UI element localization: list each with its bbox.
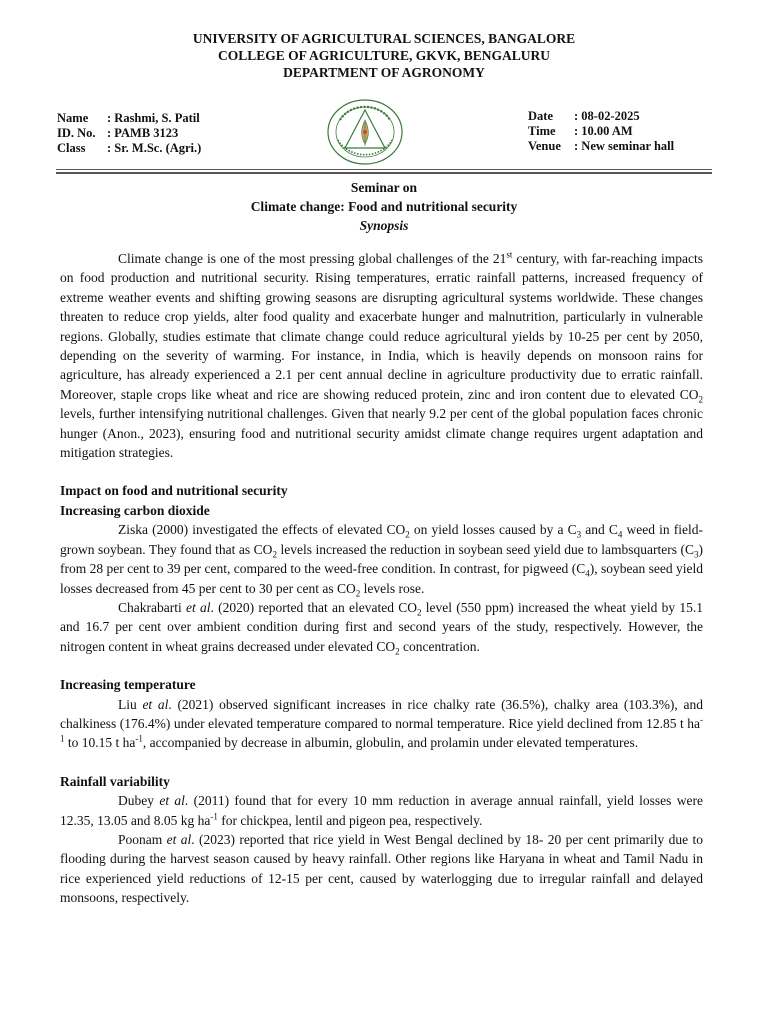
paragraph-dubey <box>60 791 703 830</box>
venue-row <box>528 139 674 154</box>
subheading-co2: Increasing carbon dioxide <box>60 502 210 518</box>
class-label: Class <box>57 141 86 155</box>
et-al: et al <box>142 696 169 712</box>
paragraph-ziska <box>60 520 703 598</box>
student-name-row <box>57 111 201 126</box>
subscript: 4 <box>617 529 623 540</box>
text: Chakrabarti <box>118 599 186 615</box>
event-info <box>528 109 674 154</box>
id-label: ID. No. <box>57 126 96 140</box>
id-value: : PAMB 3123 <box>107 126 179 140</box>
date-value: : 08-02-2025 <box>574 109 640 123</box>
intro-sub: 2 <box>698 394 703 405</box>
et-al: et al <box>159 793 185 809</box>
text: level (550 ppm) increased the wheat yield by 15.1 and 16.7 per cent over ambient condition during first and second years of the study, respectively. However, the nitrogen content in wheat grains decreased under elevated CO <box>60 599 703 654</box>
subscript: 2 <box>405 529 410 540</box>
university-seal-icon <box>326 98 404 166</box>
text: Liu <box>118 696 143 712</box>
date-row <box>528 109 674 124</box>
intro-text-b: century, with far-reaching impacts on food production and nutritional security. Rising temperatures, erratic rainfall patterns, increased frequency of extreme weather events and shifting growing seasons are disrupting agricultural systems worldwide. These changes threaten to reduce crop yields, alter food quality and exacerbate hunger and malnutrition, particularly in vulnerable regions. Globally, studies estimate that climate change could reduce agricultural yields by 10-25 per cent by 2050, depending on the severity of warming. For instance, in India, which is heavily depends on monsoon rains for agriculture, has already experienced a 2.1 per cent annual decline in agriculture productivity due to erratic rainfall. Moreover, staple crops like wheat and rice are showing reduced protein, zinc and iron content due to elevated CO <box>60 251 703 402</box>
seminar-on: Seminar on <box>350 180 418 195</box>
subscript: 3 <box>694 549 699 560</box>
seminar-title-block <box>0 178 768 235</box>
venue-label: Venue <box>528 139 561 153</box>
text: . (2021) observed significant increases in rice chalky rate (36.5%), chalky area (103.3%), and chalkiness (176.4%) under elevated temperature compared to normal temperature. Rice yield declined from 12.85 t ha <box>60 696 703 731</box>
superscript: -1 <box>210 811 218 822</box>
subscript: 2 <box>395 646 400 657</box>
intro-text-a: Climate change is one of the most pressing global challenges of the 21 <box>118 251 507 266</box>
time-value: : 10.00 AM <box>574 124 633 138</box>
text: ), soybean seed yield losses decreased from 45 per cent to 30 per cent as CO <box>60 561 704 596</box>
header-block <box>0 30 768 81</box>
name-label: Name <box>57 111 89 125</box>
intro-text-c: levels, further intensifying nutritional challenges. Given that nearly 9.2 per cent of the global population faces chronic hunger (Anon., 2023), ensuring food and nutritional security amidst climate change requires urgent adaptation and mitigation strategies. <box>60 406 703 461</box>
text: Ziska (2000) investigated the effects of elevated CO <box>118 522 406 538</box>
date-label: Date <box>528 109 553 123</box>
subscript: 2 <box>355 588 361 599</box>
synopsis-body <box>60 249 703 908</box>
text: . (2023) reported that rice yield in West Bengal declined by 18- 20 per cent primarily due to flooding during the harvest season caused by heavy rainfall. Other regions like Haryana in wheat and Tamil Nadu in rice experienced yield reductions of 12-15 per cent, caused by waterlogging due to irregular rainfall and delayed monsoons, respectively. <box>60 831 703 906</box>
text: . (2020) reported that an elevated CO <box>210 599 417 615</box>
intro-paragraph <box>60 249 703 462</box>
subscript: 4 <box>585 568 590 579</box>
section-heading-impact: Impact on food and nutritional security <box>60 483 288 499</box>
section-heading-rainfall: Rainfall variability <box>60 773 170 789</box>
time-label: Time <box>528 124 556 138</box>
text: levels increased the reduction in soybean seed yield due to lambsquarters (C <box>276 541 694 557</box>
paragraph-chakrabarti <box>60 598 703 656</box>
text: and C <box>581 522 618 538</box>
text: levels rose. <box>360 580 425 596</box>
synopsis-label: Synopsis <box>359 218 409 233</box>
superscript: -1 <box>135 733 143 744</box>
class-value: : Sr. M.Sc. (Agri.) <box>107 141 202 155</box>
text: Dubey <box>118 793 160 809</box>
time-row <box>528 124 674 139</box>
university-name: UNIVERSITY OF AGRICULTURAL SCIENCES, BANGALORE <box>192 31 576 46</box>
subscript: 2 <box>417 607 422 618</box>
student-class-row <box>57 141 201 156</box>
et-al: et al <box>166 831 192 847</box>
college-name: COLLEGE OF AGRICULTURE, GKVK, BENGALURU <box>217 48 551 63</box>
text: for chickpea, lentil and pigeon pea, respectively. <box>217 812 483 828</box>
venue-value: : New seminar hall <box>574 139 675 153</box>
subscript: 2 <box>272 549 277 560</box>
text: concentration. <box>399 638 480 654</box>
text: Poonam <box>118 831 167 847</box>
text: , accompanied by decrease in albumin, globulin, and prolamin under elevated temperatures. <box>142 735 639 751</box>
department-name: DEPARTMENT OF AGRONOMY <box>283 65 485 80</box>
text: on yield losses caused by a C <box>409 522 577 538</box>
header-divider-thin <box>56 169 712 170</box>
text: weed in field-grown soybean. They found that as CO <box>60 522 704 557</box>
text: ) from 28 per cent to 39 per cent, compared to the weed-free condition. In contrast, for pigweed (C <box>60 541 703 577</box>
et-al: et al <box>185 599 211 615</box>
intro-sup: st <box>506 249 513 260</box>
superscript: -1 <box>60 714 703 744</box>
text: to 10.15 t ha <box>64 735 136 751</box>
paragraph-liu <box>60 695 703 753</box>
header-divider-thick <box>56 172 712 174</box>
student-info <box>57 111 201 156</box>
section-heading-temperature: Increasing temperature <box>60 677 196 693</box>
student-id-row <box>57 126 201 141</box>
seminar-title: Climate change: Food and nutritional security <box>250 199 518 214</box>
name-value: : Rashmi, S. Patil <box>107 111 200 125</box>
subscript: 3 <box>576 529 582 540</box>
paragraph-poonam <box>60 830 703 908</box>
text: . (2011) found that for every 10 mm reduction in average annual rainfall, yield losses were 12.35, 13.05 and 8.05 kg ha <box>60 793 703 828</box>
